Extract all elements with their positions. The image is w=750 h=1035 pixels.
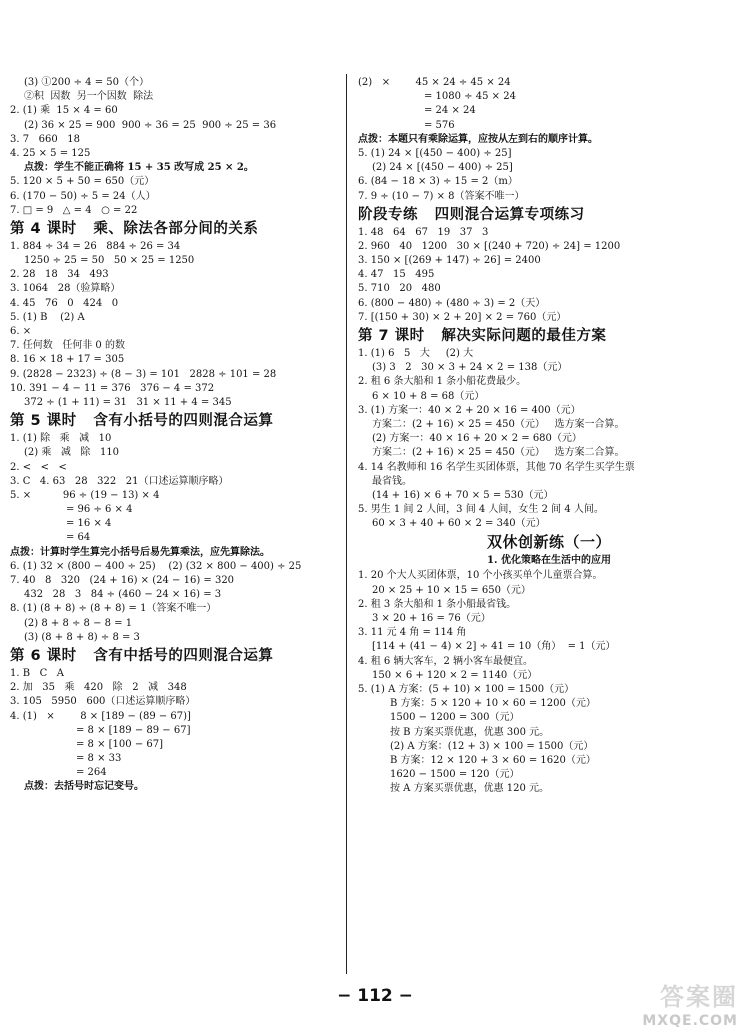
answer-line: 5. (1) B (2) A [10, 311, 85, 323]
answer-line: 1. B C A [10, 667, 65, 679]
answer-line: ②积 因数 另一个因数 除法 [24, 91, 154, 103]
answer-line: 372 ÷ (1 + 11) = 31 31 × 11 + 4 = 345 [24, 396, 232, 408]
answer-line: (14 + 16) × 6 + 70 × 5 = 530（元） [372, 489, 554, 501]
answer-line: 1. 884 ÷ 34 = 26 884 ÷ 26 = 34 [10, 240, 181, 252]
answer-line: (2) × 45 × 24 ÷ 45 × 24 [358, 77, 511, 88]
page-number: − 112 − [337, 986, 413, 1006]
answer-line: 5. 男生 1 间 2 人间，3 间 4 人间，女生 2 间 4 人间。 [358, 504, 604, 516]
answer-line: 2. < < < [10, 461, 67, 473]
answer-line: [114 + (41 − 4) × 2] ÷ 41 = 10（角） = 1（元） [372, 641, 616, 653]
answer-line: 5. (1) A 方案：(5 + 10) × 100 = 1500（元） [358, 683, 575, 695]
answer-line: 7. [(150 + 30) × 2 + 20] × 2 = 760（元） [358, 311, 567, 323]
section-heading: 第 6 课时 含有中括号的四则混合运算 [10, 647, 274, 664]
answer-line: 6. × [10, 326, 32, 337]
section-heading: 第 5 课时 含有小括号的四则混合运算 [10, 413, 274, 430]
answer-line: 方案二：(2 + 16) × 25 = 450（元） 选方案二合算。 [372, 447, 625, 459]
answer-line: 6. (170 − 50) ÷ 5 = 24（人） [10, 190, 156, 202]
answer-line: 1620 − 1500 = 120（元） [390, 769, 520, 781]
answer-line: = 96 ÷ 6 × 4 [66, 504, 133, 516]
answer-line: (3) ①200 ÷ 4 = 50（个） [24, 77, 149, 88]
answer-line: = 64 [66, 532, 91, 544]
answer-line: 按 B 方案买票优惠，优惠 300 元。 [390, 726, 550, 738]
answer-line: 4. (1) × 8 × [189 − (89 − 67)] [10, 710, 191, 722]
answer-line: = 1080 ÷ 45 × 24 [424, 91, 516, 103]
answer-line: 4. 47 15 495 [358, 269, 435, 281]
answer-line: 3. (1) 方案一：40 × 2 + 20 × 16 = 400（元） [358, 404, 581, 416]
watermark-url: MXQE.COM [642, 1013, 738, 1029]
answer-line: 1500 − 1200 = 300（元） [390, 712, 520, 724]
answer-line: 2. 28 18 34 493 [10, 269, 109, 281]
answer-line: (2) 方案一：40 × 16 + 20 × 2 = 680（元） [372, 433, 582, 445]
section-heading: 第 7 课时 解决实际问题的最佳方案 [358, 328, 607, 344]
answer-line: (2) 36 × 25 = 900 900 ÷ 36 = 25 900 ÷ 25 = 36 [24, 119, 277, 131]
answer-line: 150 × 6 + 120 × 2 = 1140（元） [372, 669, 538, 681]
answer-line: 7. 40 8 320 (24 + 16) × (24 − 16) = 320 [10, 575, 235, 586]
answer-line: 4. 45 76 0 424 0 [10, 297, 119, 309]
answer-line: 7. □ = 9 △ = 4 ○ = 22 [10, 204, 138, 216]
hint-line: 点拨：本题只有乘除运算，应按从左到右的顺序计算。 [358, 133, 598, 145]
answer-line: 60 × 3 + 40 + 60 × 2 = 340（元） [372, 518, 546, 530]
answer-line: B 方案：5 × 120 + 10 × 60 = 1200（元） [390, 698, 596, 710]
answer-line: 5. 120 × 5 + 50 = 650（元） [10, 176, 155, 188]
answer-line: 按 A 方案买票优惠，优惠 120 元。 [390, 783, 550, 795]
answer-line: B 方案：12 × 120 + 3 × 60 = 1620（元） [390, 754, 596, 766]
answer-line: (3) 3 2 30 × 3 + 24 × 2 = 138（元） [372, 362, 568, 374]
answer-line: 2. 960 40 1200 30 × [(240 + 720) ÷ 24] = 1200 [358, 240, 621, 252]
answer-line: 3. 105 5950 600（口述运算顺序略） [10, 696, 196, 708]
answer-line: (2) 8 + 8 ÷ 8 − 8 = 1 [24, 617, 133, 629]
answer-line: 5. 710 20 480 [358, 283, 441, 295]
answer-line: 5. × 96 ÷ (19 − 13) × 4 [10, 489, 160, 501]
answer-line: 2. (1) 乘 15 × 4 = 60 [10, 105, 118, 117]
section-heading: 阶段专练 四则混合运算专项练习 [358, 206, 585, 223]
answer-line: 5. (1) 24 × [(450 − 400) ÷ 25] [358, 147, 512, 159]
answer-line: 3 × 20 + 16 = 76（元） [372, 613, 491, 624]
answer-line: = 24 × 24 [424, 105, 476, 117]
answer-line: 7. 任何数 任何非 0 的数 [10, 340, 125, 352]
answer-line: 6 × 10 + 8 = 68（元） [372, 390, 485, 402]
answer-line: 6. (1) 32 × (800 − 400 ÷ 25) (2) (32 × 800 − 400) ÷ 25 [10, 560, 302, 572]
answer-line: 1. 20 个大人买团体票，10 个小孩买单个儿童票合算。 [358, 570, 603, 582]
right-column [358, 76, 740, 796]
answer-line: 3. 1064 28（验算略） [10, 283, 121, 295]
site-watermark [602, 975, 742, 1031]
answer-line: = 264 [76, 767, 107, 779]
answer-line: 8. (1) (8 + 8) ÷ (8 + 8) = 1（答案不唯一） [10, 603, 217, 615]
answer-line: (3) (8 + 8 + 8) ÷ 8 = 3 [24, 631, 140, 643]
answer-line: 3. C 4. 63 28 322 21（口述运算顺序略） [10, 475, 229, 487]
column-divider [346, 74, 347, 974]
answer-line: 1. (1) 除 乘 减 10 [10, 433, 112, 445]
answer-line: 10. 391 − 4 − 11 = 376 376 − 4 = 372 [10, 382, 215, 394]
answer-line: = 8 × [100 − 67] [76, 738, 164, 750]
answer-line: 2. 租 3 条大船和 1 条小船最省钱。 [358, 598, 517, 610]
answer-line: 9. (2828 − 2323) ÷ (8 − 3) = 101 2828 ÷ 101 = 28 [10, 368, 277, 380]
section-heading: 双休创新练（一） [486, 533, 611, 552]
answer-line: (2) A 方案：(12 + 3) × 100 = 1500（元） [390, 740, 594, 752]
answer-line: 最省钱。 [372, 475, 412, 487]
left-column [10, 76, 338, 795]
answer-line: 20 × 25 + 10 × 15 = 650（元） [372, 584, 531, 596]
hint-line: 点拨：学生不能正确将 15 + 35 改写成 25 × 2。 [24, 162, 254, 174]
answer-line: = 576 [424, 119, 455, 131]
answer-line: 432 28 3 84 ÷ (460 − 24 × 16) = 3 [24, 589, 222, 601]
section-subheading: 1. 优化策略在生活中的应用 [487, 555, 611, 567]
answer-line: 方案二：(2 + 16) × 25 = 450（元） 选方案一合算。 [372, 418, 625, 430]
answer-line: 1. (1) 6 5 大 (2) 大 [358, 348, 474, 359]
answer-line: 3. 7 660 18 [10, 133, 80, 145]
answer-line: 3. 150 × [(269 + 147) ÷ 26] = 2400 [358, 255, 541, 267]
answer-line: 1. 48 64 67 19 37 3 [358, 226, 489, 238]
answer-line: = 8 × 33 [76, 753, 122, 765]
answer-line: 6. (800 − 480) ÷ (480 ÷ 3) = 2（天） [358, 297, 546, 309]
hint-line: 点拨：去括号时忘记变号。 [24, 781, 144, 793]
answer-line: (2) 乘 减 除 110 [24, 447, 120, 459]
answer-line: = 16 × 4 [66, 518, 112, 530]
answer-line: 7. 9 ÷ (10 − 7) × 8（答案不唯一） [358, 190, 525, 202]
answer-line: 1250 ÷ 25 = 50 50 × 25 = 1250 [24, 255, 195, 267]
answer-line: (2) 24 × [(450 − 400) ÷ 25] [372, 162, 513, 174]
answer-line: = 8 × [189 − 89 − 67] [76, 724, 191, 736]
watermark-logo: 答案圈 [660, 983, 738, 1011]
answer-line: 8. 16 × 18 + 17 = 305 [10, 354, 125, 366]
answer-line: 3. 11 元 4 角 = 114 角 [358, 627, 467, 639]
hint-line: 点拨：计算时学生算完小括号后易先算乘法，应先算除法。 [10, 546, 270, 558]
answer-line: 2. 租 6 条大船和 1 条小船花费最少。 [358, 376, 527, 388]
answer-line: 4. 租 6 辆大客车，2 辆小客车最便宜。 [358, 655, 533, 667]
answer-line: 4. 14 名教师和 16 名学生买团体票，其他 70 名学生买学生票 [358, 461, 635, 473]
answer-line: 4. 25 × 5 = 125 [10, 147, 91, 159]
section-heading: 第 4 课时 乘、除法各部分间的关系 [10, 220, 259, 237]
answer-line: 6. (84 − 18 × 3) ÷ 15 = 2（m） [358, 176, 518, 188]
answer-line: 2. 加 35 乘 420 除 2 减 348 [10, 682, 187, 694]
